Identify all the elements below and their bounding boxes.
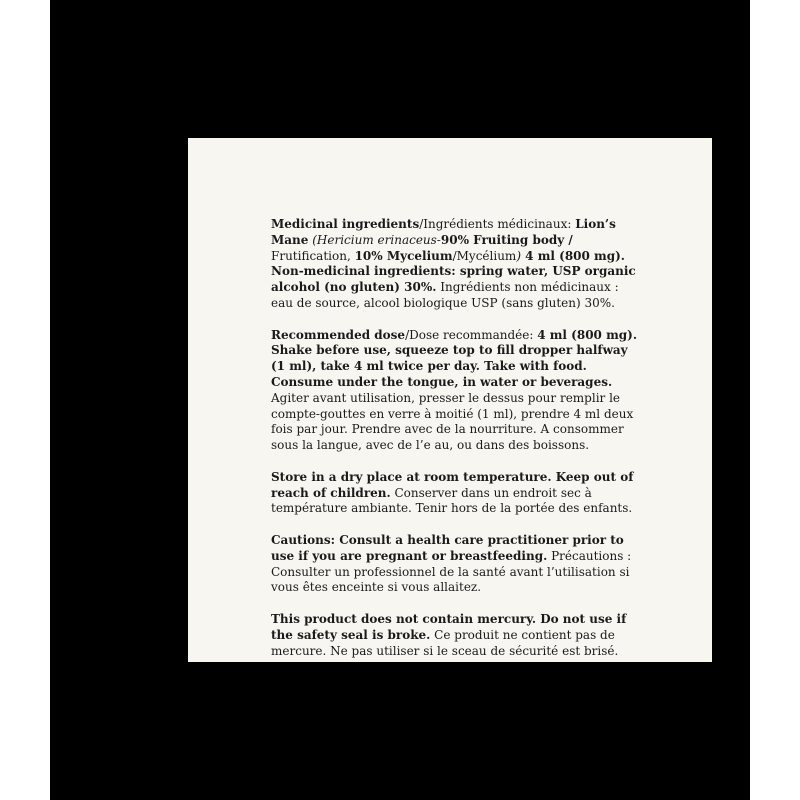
text-run: This product does not contain mercury. Do not use if the safety seal is broke. [271, 611, 627, 642]
text-run: Ce produit ne contient pas de mercure. Ne pas utiliser si le sceau de sécurité est brisé. [271, 627, 619, 658]
ingredients-paragraph [271, 217, 643, 312]
text-run: Agiter avant utilisation, presser le dessus pour remplir le compte-gouttes en verre à moitié (1 ml), prendre 4 ml deux fois par jour. Prendre avec de la nourriture. A consommer sous la langue, avec de l’e au, ou dans des boissons. [271, 390, 634, 453]
mercury-paragraph [271, 612, 643, 659]
text-run: /Ingrédients médicinaux: [419, 217, 576, 231]
text-run: /Dose recommandée: [405, 327, 538, 342]
text-run: 90% Fruiting body / [440, 232, 573, 247]
text-run: /Mycélium [452, 248, 517, 263]
text-run: Ingrédients non médicinaux : eau de source, alcool biologique USP (sans gluten) 30%. [271, 280, 619, 310]
black-backdrop [50, 0, 750, 800]
cautions-paragraph [271, 533, 643, 596]
storage-paragraph [271, 470, 643, 517]
text-run: Recommended dose [271, 327, 406, 342]
text-run: ) [516, 248, 521, 263]
text-run: Medicinal ingredients [271, 217, 420, 231]
text-run: Cautions: Consult a health care practitioner prior to use if you are pregnant or breastfeeding. [271, 532, 624, 563]
text-run: Frutification, [271, 248, 355, 263]
text-run: Store in a dry place at room temperature. Keep out of reach of children. [271, 469, 634, 500]
label-text-block [271, 217, 643, 675]
text-run: (Hericium erinaceus- [308, 232, 441, 247]
text-run: Précautions : Consulter un professionnel de la santé avant l’utilisation si vous êtes enceinte si vous allaitez. [271, 548, 632, 595]
product-label-card [188, 138, 712, 662]
text-run: 4 ml (800 mg). Shake before use, squeeze top to fill dropper halfway (1 ml), take 4 ml twice per day. Take with food. Consume under the tongue, in water or beverages. [271, 327, 638, 389]
text-run: 10% Mycelium [354, 248, 453, 263]
text-run: Lion’s Mane [271, 217, 616, 247]
dose-paragraph [271, 328, 643, 454]
text-run: 4 ml (800 mg). Non-medicinal ingredients: spring water, USP organic alcohol (no gluten) 30%. [271, 248, 636, 295]
text-run: Conserver dans un endroit sec à température ambiante. Tenir hors de la portée des enfants. [271, 485, 633, 516]
